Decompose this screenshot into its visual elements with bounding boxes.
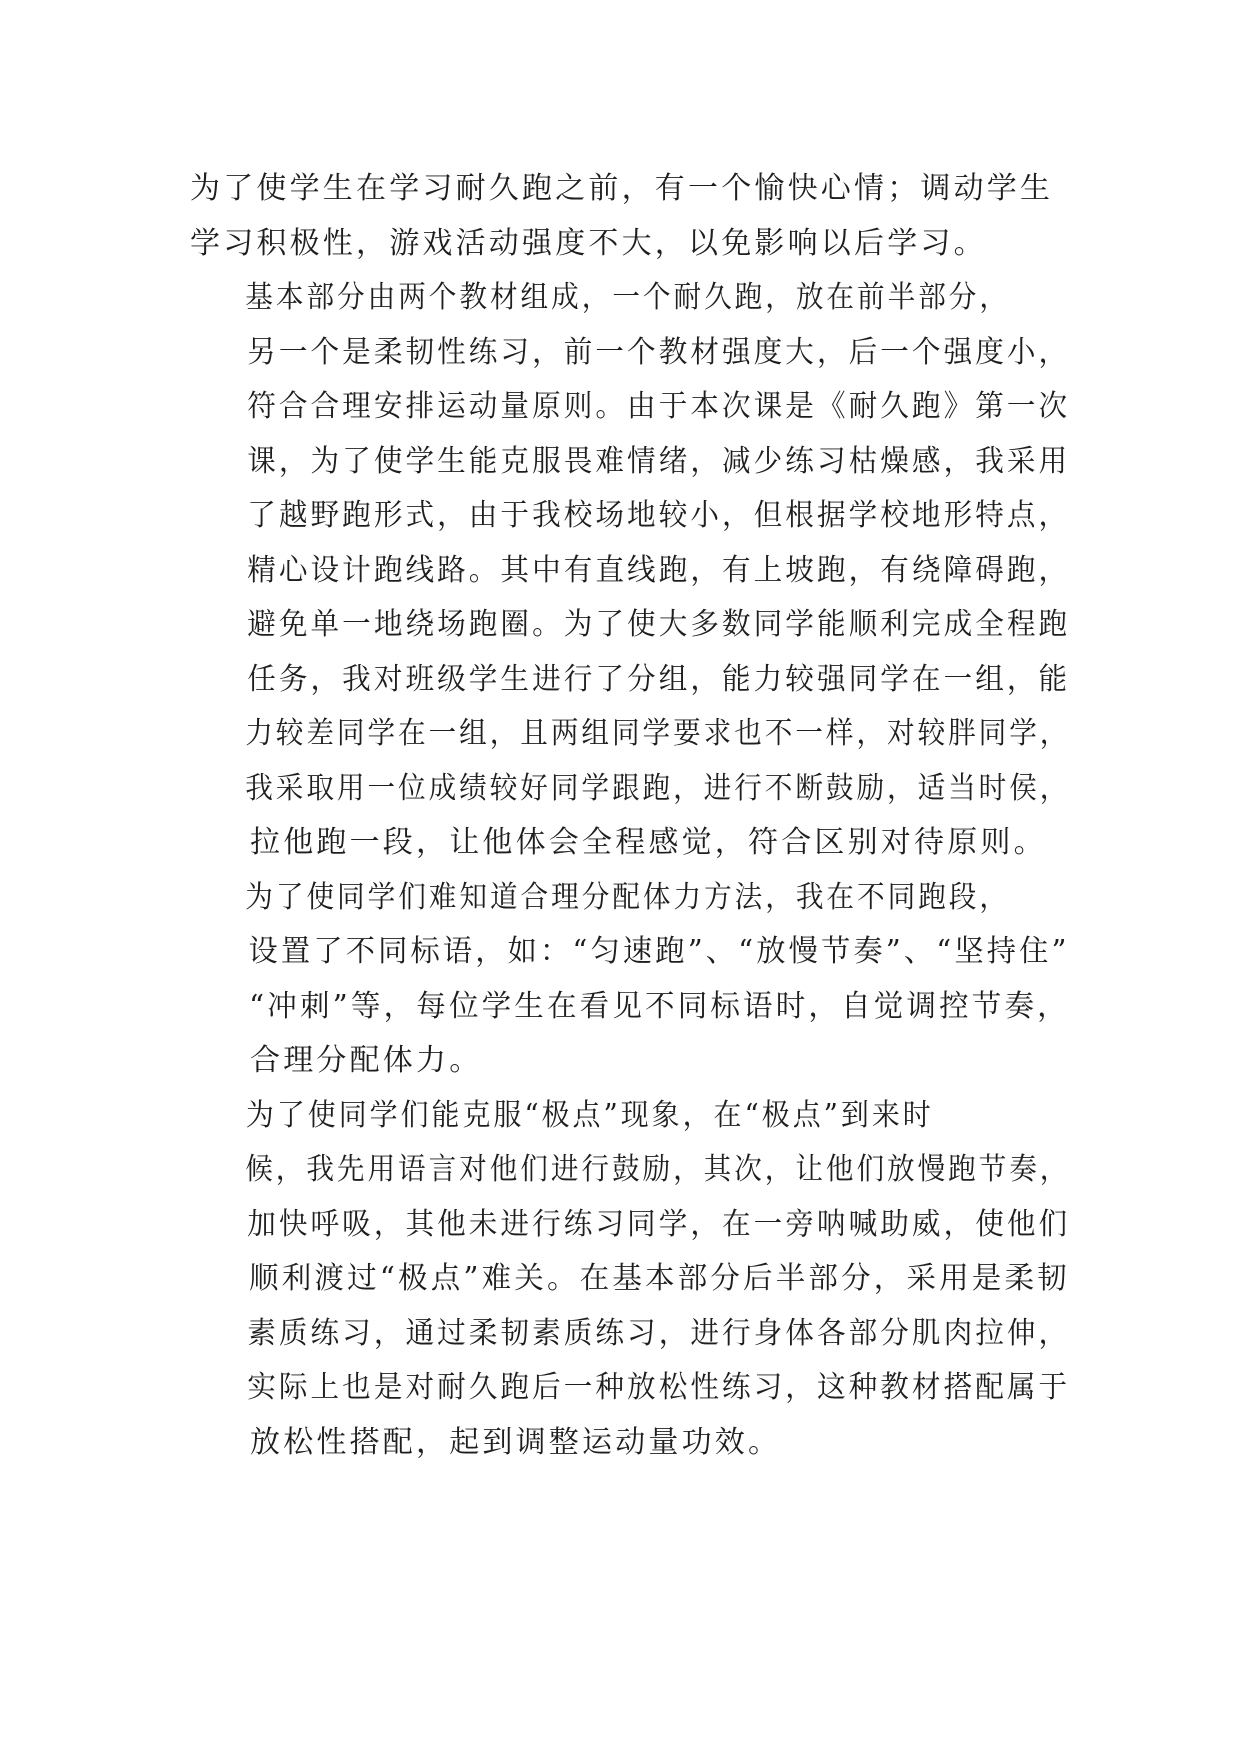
text-line: 放松性搭配，起到调整运动量功效。 [250,1424,782,1460]
document-body [190,162,1070,1470]
text-line: 设置了不同标语，如：“匀速跑”、“放慢节奏”、“坚持住” [248,934,1070,969]
text-line: 力较差同学在一组，且两组同学要求也不一样，对较胖同学， [245,716,1071,751]
text-line: 基本部分由两个教材组成，一个耐久跑，放在前半部分， [245,280,1010,315]
text-line: 了越野跑形式，由于我校场地较小，但根据学校地形特点， [247,498,1071,533]
text-line: 合理分配体力。 [250,1043,483,1078]
text-line: 加快呼吸，其他未进行练习同学，在一旁呐喊助威，使他们 [247,1206,1071,1242]
text-line: 顺利渡过“极点”难关。在基本部分后半部分，采用是柔韧 [249,1261,1070,1296]
text-line: 素质练习，通过柔韧素质练习，进行身体各部分肌肉拉伸， [247,1315,1071,1351]
text-line: 学习积极性，游戏活动强度不大，以免影响以后学习。 [190,225,987,261]
paragraph [190,162,1070,271]
text-line: 符合合理安排运动量原则。由于本次课是《耐久跑》第一次 [247,389,1071,424]
text-line: 为了使同学们能克服“极点”现象，在“极点”到来时 [245,1097,934,1133]
text-line: 精心设计跑线路。其中有直线跑，有上坡跑，有绕障碍跑， [247,552,1071,588]
text-line: 候，我先用语言对他们进行鼓励，其次，让他们放慢跑节奏， [245,1152,1071,1187]
paragraph [190,271,1070,871]
text-line: 拉他跑一段，让他体会全程感觉，符合区别对待原则。 [250,825,1047,860]
text-line: 实际上也是对耐久跑后一种放松性练习，这种教材搭配属于 [247,1370,1071,1405]
paragraph [190,1089,1070,1471]
paragraph [190,871,1070,1089]
text-line: 课，为了使学生能克服畏难情绪，减少练习枯燥感，我采用 [247,443,1071,479]
text-line: 为了使学生在学习耐久跑之前，有一个愉快心情；调动学生 [190,171,1054,206]
text-line: 另一个是柔韧性练习，前一个教材强度大，后一个强度小， [247,334,1071,370]
text-line: 我采取用一位成绩较好同学跟跑，进行不断鼓励，适当时侯， [245,770,1071,806]
text-line: 为了使同学们难知道合理分配体力方法，我在不同跑段， [245,879,1010,915]
text-line: 任务，我对班级学生进行了分组，能力较强同学在一组，能 [247,661,1071,697]
text-line: “冲刺”等，每位学生在看见不同标语时，自觉调控节奏， [249,988,1070,1024]
text-line: 避免单一地绕场跑圈。为了使大多数同学能顺利完成全程跑 [247,607,1071,642]
